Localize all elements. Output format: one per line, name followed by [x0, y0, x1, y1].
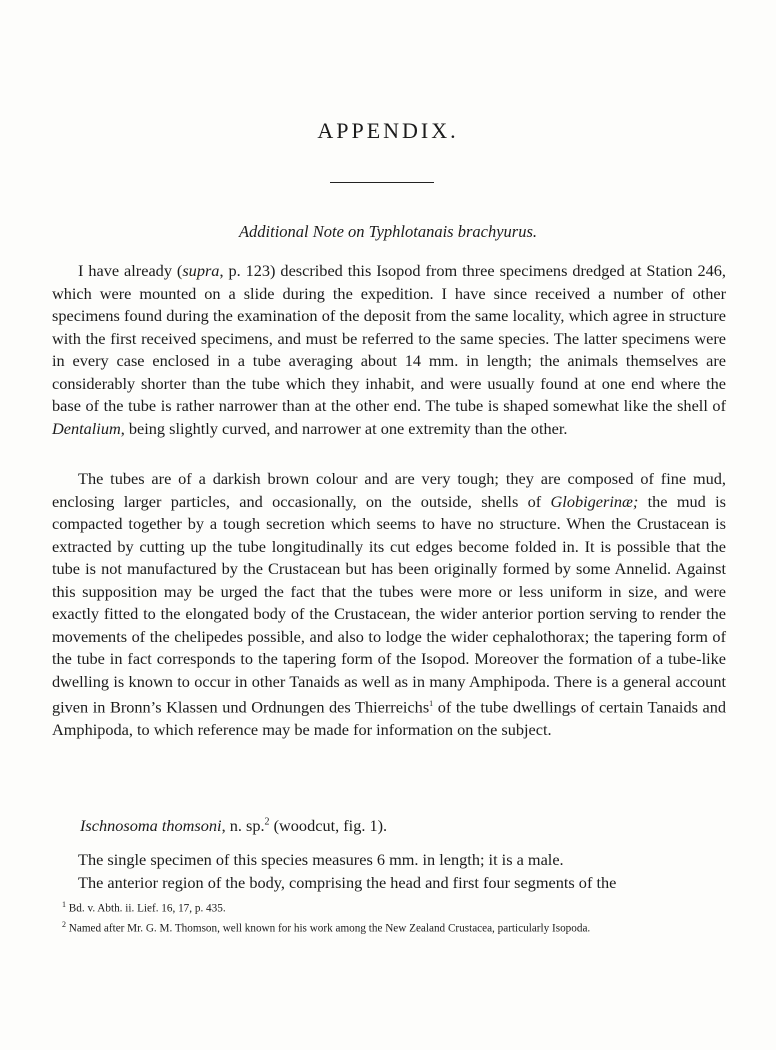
text-run: (woodcut, fig. 1). — [269, 816, 388, 835]
text-run: the mud is compacted together by a tough secretion which seems to have no structure. When the Crustacean is extracted by cutting up the tube longitudinally its cut edges become folded in. It is possible that the tube is not manufactured by the Crustacean but has been originally formed by some Annelid. Against this supposition may be urged the fact that the tubes were more or less uniform in size, and were exactly fitted to the elongated body of the Crustacean, the wider anterior portion serving to render the movements of the chelipedes possible, and also to lodge the wider cephalothorax; the tapering form of the tube in fact corresponds to the tapering form of the Isopod. Moreover the formation of a tube-like dwelling is known to occur in other Tanaids as well as in many Amphipoda. There is a general account given in Bronn’s Klassen und Ordnungen des Thierreichs — [52, 491, 726, 717]
footnote-text: Bd. v. Abth. ii. Lief. 16, 17, p. 435. — [66, 902, 226, 915]
italic-term: Dentalium — [52, 418, 121, 438]
text-run: of the tube dwellings of certain Tanaids and Amphipoda, to which reference may be made for information on the subject. — [52, 697, 727, 739]
footnote-text: Named after Mr. G. M. Thomson, well known for his work among the New Zealand Crustacea, particularly Isopoda. — [66, 922, 591, 935]
section-subtitle: Additional Note on Typhlotanais brachyurus. — [238, 222, 538, 241]
footnote-ref: 1 — [429, 699, 434, 708]
footnotes — [52, 897, 726, 936]
italic-term: Globigerinæ; — [550, 491, 639, 511]
italic-term: supra — [182, 261, 220, 280]
species-name: Ischnosoma thomsoni — [80, 816, 222, 835]
footnote-1 — [52, 897, 726, 917]
footnote-mark: 1 — [62, 900, 66, 909]
text-run: The single specimen of this species measures 6 mm. in length; it is a male. — [78, 850, 564, 869]
text-run: , n. sp. — [221, 816, 265, 835]
text-run: , being slightly curved, and narrower at one extremity than the other. — [120, 418, 568, 438]
species-paragraph-1 — [52, 848, 726, 872]
paragraph-1 — [52, 260, 726, 440]
species-paragraph-2 — [52, 871, 726, 895]
paragraph-2 — [52, 468, 726, 741]
species-heading — [80, 816, 387, 836]
footnote-ref: 2 — [264, 816, 270, 828]
title-divider — [330, 182, 434, 183]
page-title: APPENDIX. — [317, 118, 459, 143]
text-run: The tubes are of a darkish brown colour and are very tough; they are composed of fine mud, enclosing larger particles, and occasionally, on the outside, shells of — [52, 469, 726, 511]
footnote-2 — [52, 917, 726, 937]
text-run: The anterior region of the body, comprising the head and first four segments of the — [78, 873, 617, 892]
text-run: I have already ( — [78, 261, 183, 280]
text-run: , p. 123) described this Isopod from three specimens dredged at Station 246, which were mounted on a slide during the expedition. I have since received a number of other specimens found during the examination of the deposit from the same locality, which agree in structure with the first received specimens, and must be referred to the same species. The latter specimens were in every case enclosed in a tube averaging about 14 mm. in length; the animals themselves are considerably shorter than the tube which they inhabit, and were usually found at one end where the base of the tube is rather narrower than at the other end. The tube is shaped somewhat like the shell of — [52, 261, 727, 415]
footnote-mark: 2 — [62, 919, 66, 929]
